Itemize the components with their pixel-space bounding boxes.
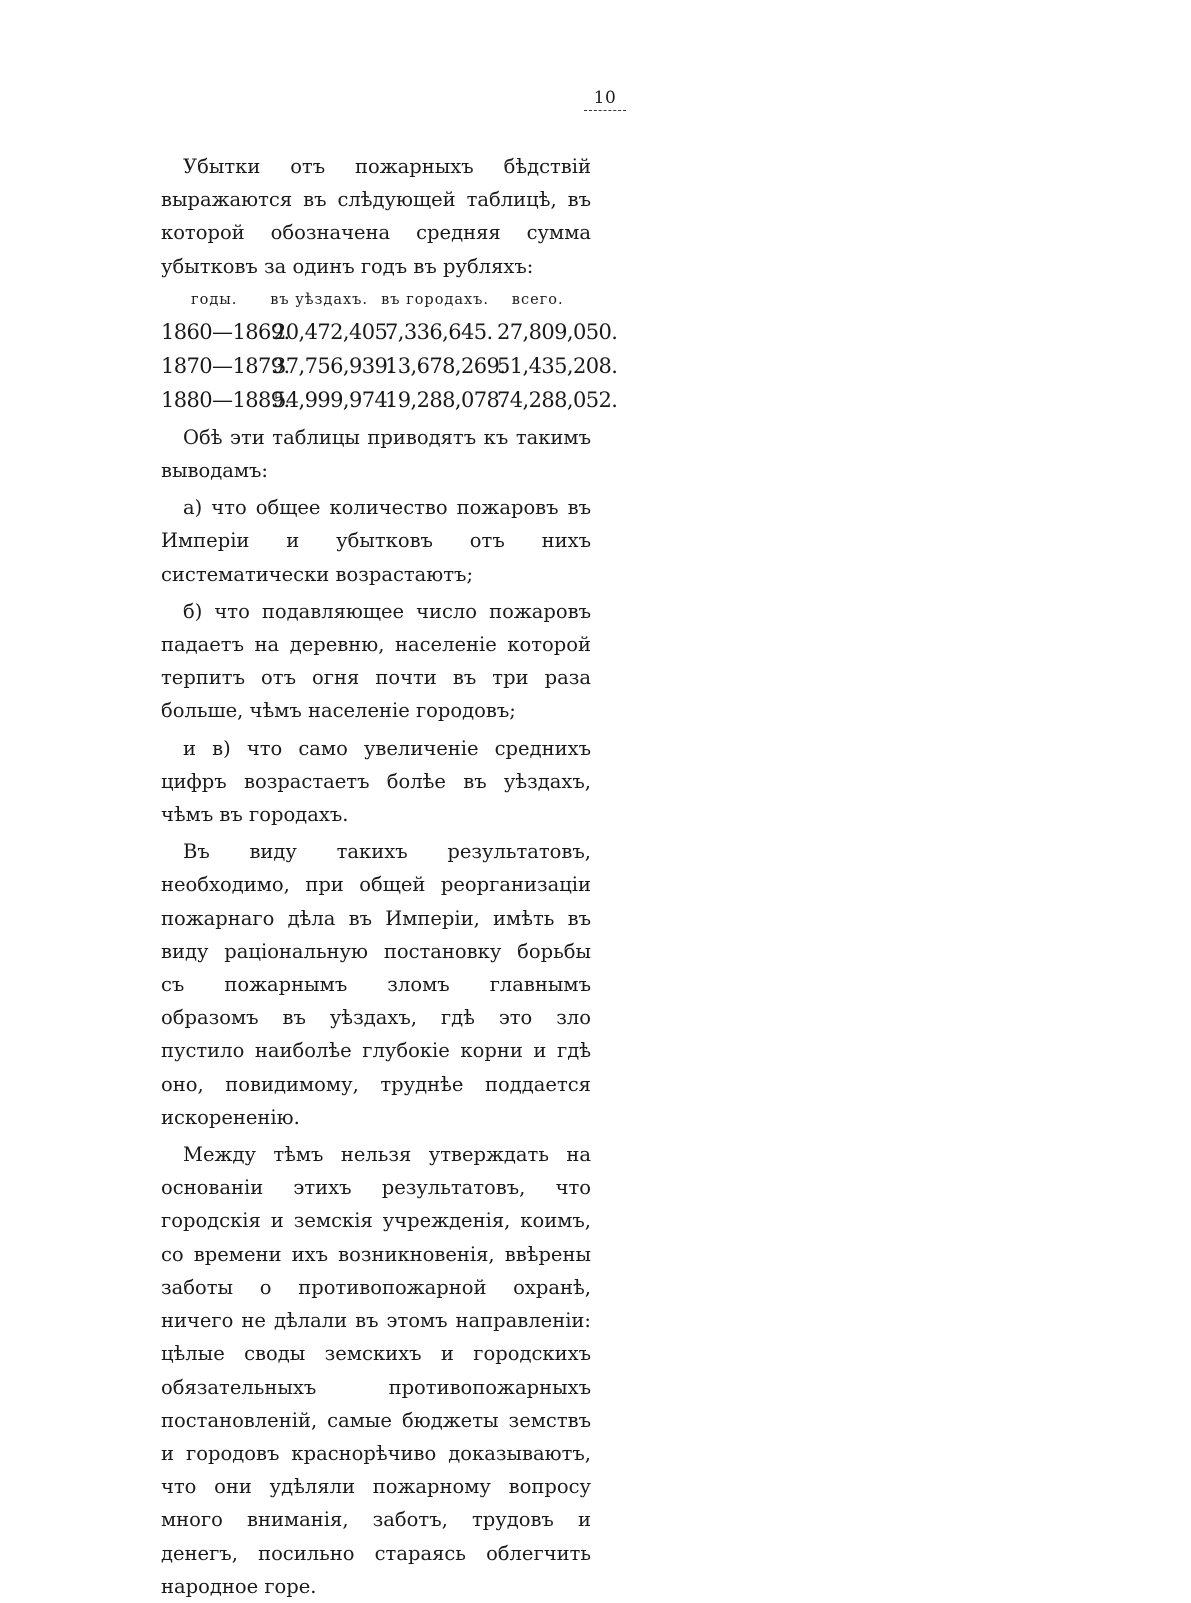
cell-cities: 19,288,078. [385, 387, 506, 412]
table-row [161, 349, 618, 383]
cell-cities: 7,336,645. [385, 319, 493, 344]
cell-total: 51,435,208. [497, 353, 618, 378]
losses-table [161, 285, 618, 417]
page-number-text: 10 [593, 88, 617, 108]
conclusion-point-a: а) что общее количество пожаровъ въ Имперіи и убытковъ отъ нихъ систематически возрастаютъ; [161, 496, 591, 586]
page-number-rule [584, 110, 626, 111]
cell-years: 1870—1879. [161, 353, 290, 378]
header-total: всего. [511, 291, 564, 308]
cell-districts: 54,999,974. [273, 387, 394, 412]
table-row [161, 315, 618, 349]
header-districts: въ уѣздахъ. [270, 291, 368, 308]
table-row [161, 383, 618, 417]
conclusion-point-c: и в) что само увеличеніе среднихъ цифръ возрастаетъ болѣе въ уѣздахъ, чѣмъ въ городахъ. [161, 736, 591, 827]
however-paragraph: Между тѣмъ нельзя утверждать на основаніи этихъ результатовъ, что городскія и земскія учрежденія, коимъ, со времени ихъ возникновенія, ввѣрены заботы о противопожарной охранѣ, ничего не дѣлали въ этомъ направленіи: цѣлые своды земскихъ и городскихъ обязательныхъ противопожарныхъ постановленій, самые бюджеты земствъ и городовъ краснорѣчиво доказываютъ, что они удѣляли пожарному вопросу много вниманія, заботъ, трудовъ и денегъ, посильно стараясь облегчить народное горе. [161, 1143, 591, 1598]
cell-districts: 37,756,939. [273, 353, 394, 378]
intro-paragraph: Убытки отъ пожарныхъ бѣдствій выражаются въ слѣдующей таблицѣ, въ которой обозначена средняя сумма убытковъ за одинъ годъ въ рубляхъ: [161, 155, 591, 278]
conclusion-point-b: б) что подавляющее число пожаровъ падаетъ на деревню, населеніе которой терпитъ отъ огня почти въ три раза больше, чѣмъ населеніе городовъ; [161, 599, 591, 723]
cell-total: 27,809,050. [497, 319, 618, 344]
cell-districts: 20,472,405. [273, 319, 394, 344]
results-paragraph: Въ виду такихъ результатовъ, необходимо, при общей реорганизаціи пожарнаго дѣла въ Имперіи, имѣть въ виду раціональную постановку борьбы съ пожарнымъ зломъ главнымъ образомъ въ уѣздахъ, гдѣ это зло пустило наиболѣе глубокіе корни и гдѣ оно, повидимому, труднѣе поддается искорененію. [161, 840, 591, 1129]
header-years: годы. [191, 291, 238, 308]
header-cities: въ городахъ. [381, 291, 490, 308]
table-header [161, 285, 591, 315]
page-number [580, 88, 630, 111]
cell-years: 1880—1889. [161, 387, 290, 412]
conclusion-intro: Обѣ эти таблицы приводятъ къ такимъ выводамъ: [161, 425, 591, 483]
cell-cities: 13,678,269. [385, 353, 506, 378]
cell-total: 74,288,052. [497, 387, 618, 412]
cell-years: 1860—1869. [161, 319, 290, 344]
text-column [161, 150, 618, 1603]
